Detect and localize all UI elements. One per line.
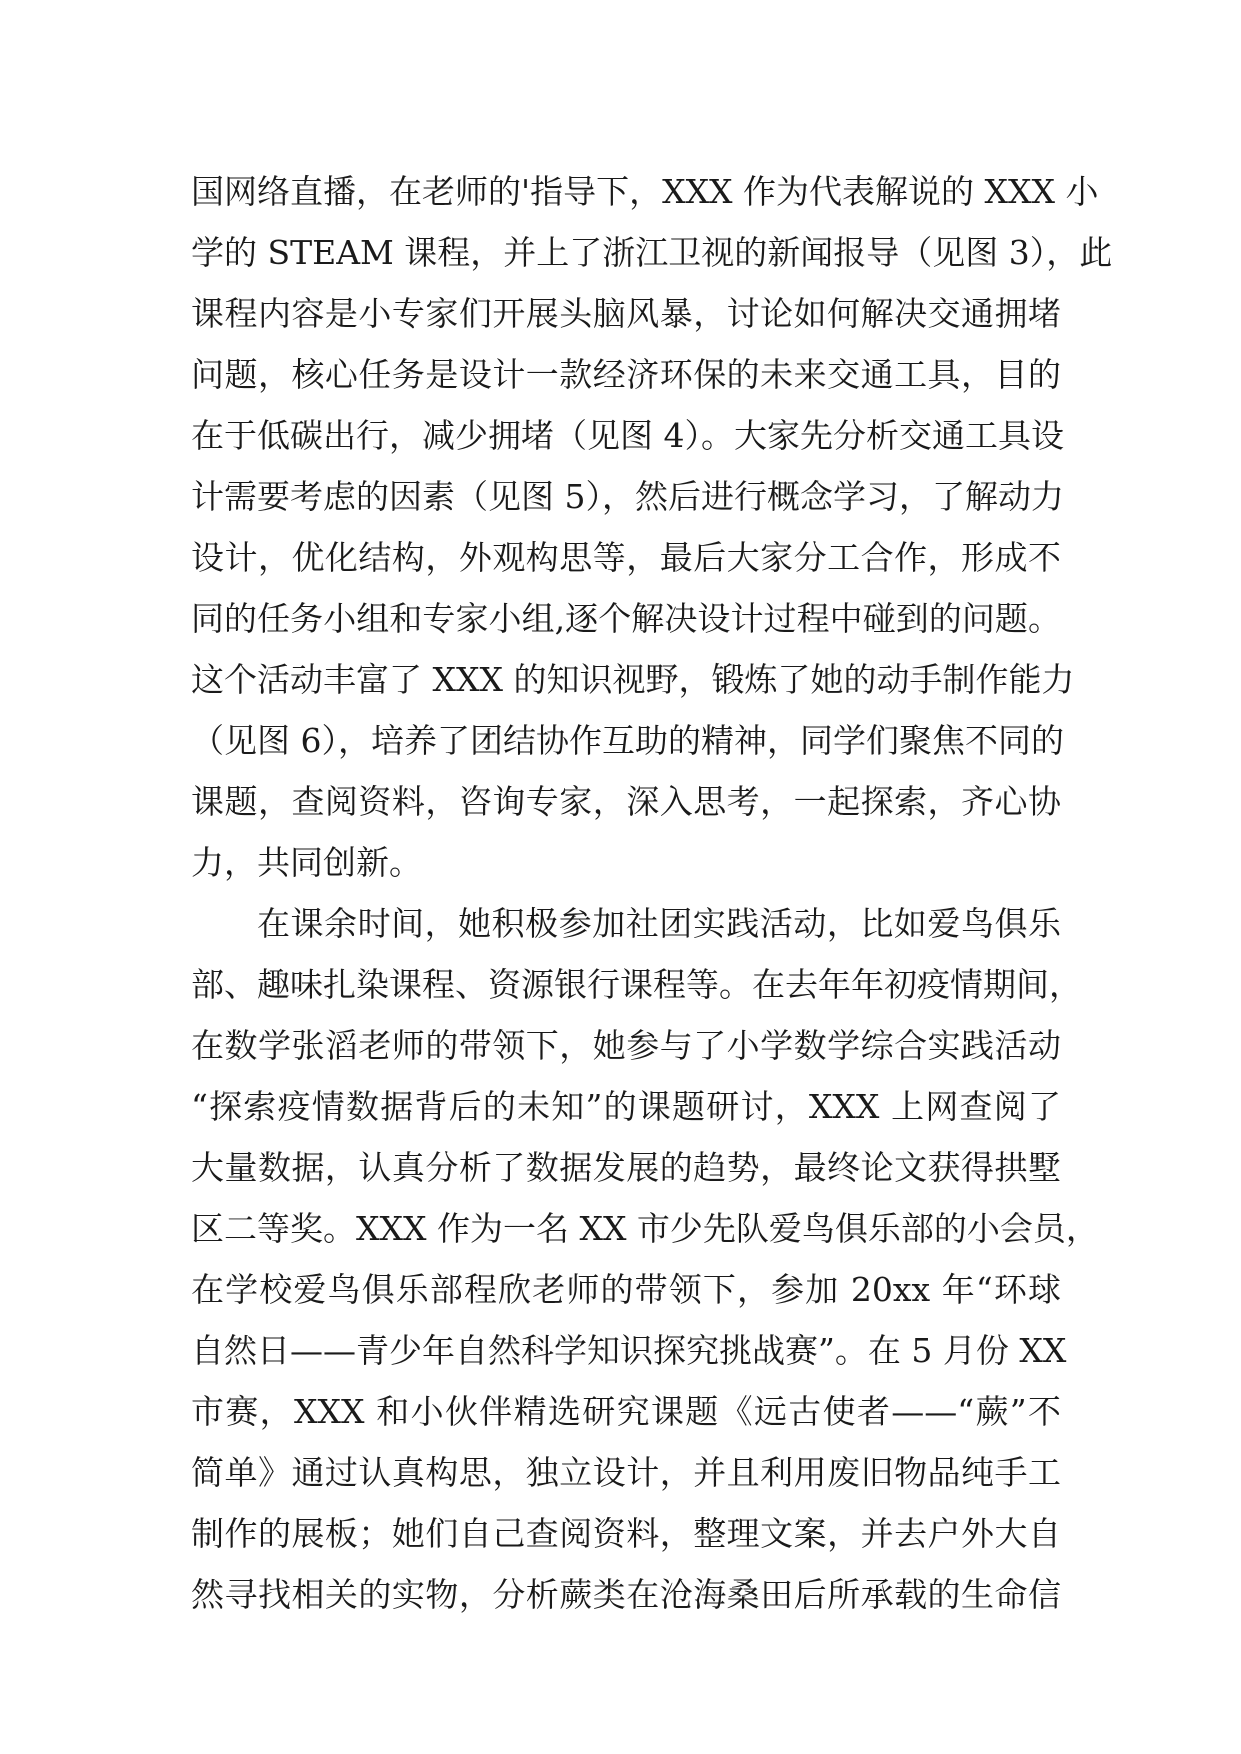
text-line: 部、趣味扎染课程、资源银行课程等。在去年年初疫情期间，	[191, 965, 1082, 1004]
text-line: 市赛，XXX 和小伙伴精选研究课题《远古使者——“蕨”不	[191, 1392, 1061, 1431]
text-line: 大量数据，认真分析了数据发展的趋势，最终论文获得拱墅	[191, 1148, 1061, 1187]
paragraph-2	[191, 893, 1099, 1625]
text-line: 设计，优化结构，外观构思等，最后大家分工合作，形成不	[191, 538, 1061, 577]
text-line: 力，共同创新。	[191, 843, 422, 882]
text-line: 课程内容是小专家们开展头脑风暴，讨论如何解决交通拥堵	[191, 294, 1061, 333]
text-line: “探索疫情数据背后的未知”的课题研讨，XXX 上网查阅了	[191, 1087, 1061, 1126]
text-line: 国网络直播，在老师的'指导下，XXX 作为代表解说的 XXX 小	[191, 172, 1099, 211]
text-line: 这个活动丰富了 XXX 的知识视野，锻炼了她的动手制作能力	[191, 660, 1075, 699]
text-line: 在课余时间，她积极参加社团实践活动，比如爱鸟俱乐	[257, 904, 1061, 943]
text-line: 自然日——青少年自然科学知识探究挑战赛”。在 5 月份 XX	[191, 1331, 1067, 1370]
text-line: 简单》通过认真构思，独立设计，并且利用废旧物品纯手工	[191, 1453, 1061, 1492]
text-line: （见图 6），培养了团结协作互助的精神，同学们聚焦不同的	[191, 721, 1064, 760]
text-line: 然寻找相关的实物，分析蕨类在沧海桑田后所承载的生命信	[191, 1575, 1061, 1614]
text-line: 同的任务小组和专家小组,逐个解决设计过程中碰到的问题。	[191, 599, 1061, 638]
text-line: 学的 STEAM 课程，并上了浙江卫视的新闻报导（见图 3），此	[191, 233, 1113, 272]
text-line: 在于低碳出行，减少拥堵（见图 4）。大家先分析交通工具设	[191, 416, 1064, 455]
body-text	[191, 161, 1113, 1625]
paragraph-1	[191, 161, 1113, 893]
text-line: 在数学张滔老师的带领下，她参与了小学数学综合实践活动	[191, 1026, 1061, 1065]
text-line: 制作的展板；她们自己查阅资料，整理文案，并去户外大自	[191, 1514, 1061, 1553]
text-line: 区二等奖。XXX 作为一名 XX 市少先队爱鸟俱乐部的小会员，	[191, 1209, 1099, 1248]
text-line: 在学校爱鸟俱乐部程欣老师的带领下，参加 20xx 年“环球	[191, 1270, 1061, 1309]
text-line: 计需要考虑的因素（见图 5），然后进行概念学习，了解动力	[191, 477, 1064, 516]
text-line: 问题，核心任务是设计一款经济环保的未来交通工具，目的	[191, 355, 1061, 394]
text-line: 课题，查阅资料，咨询专家，深入思考，一起探索，齐心协	[191, 782, 1061, 821]
